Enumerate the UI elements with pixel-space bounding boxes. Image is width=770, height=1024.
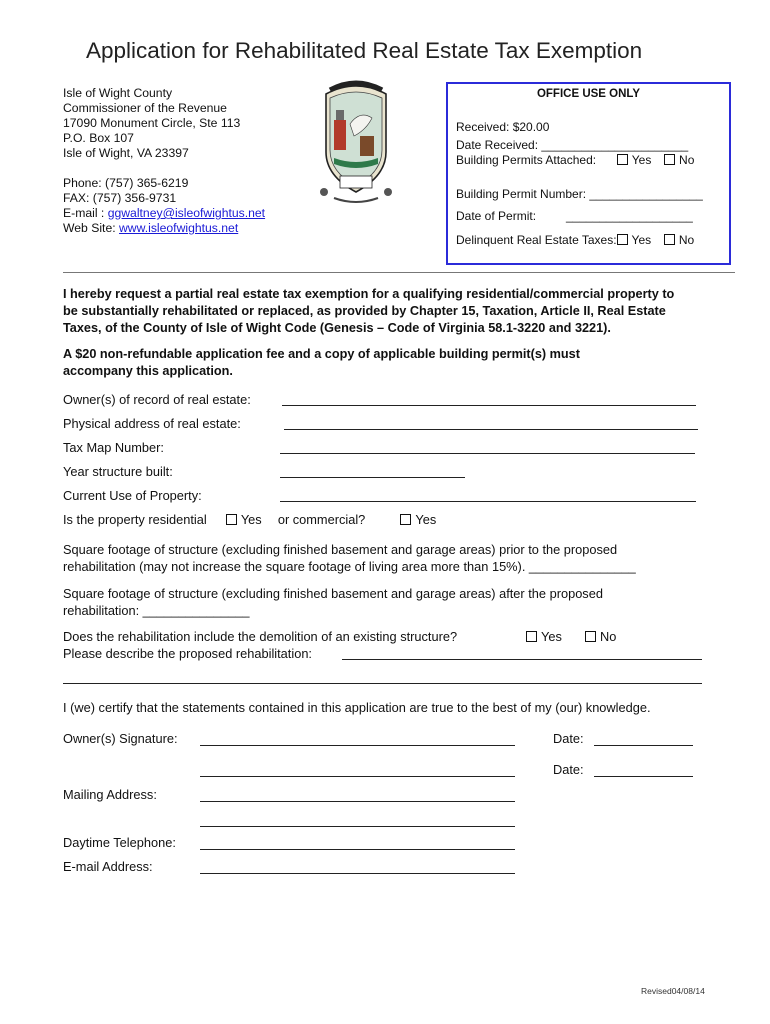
residential-yes-label: Yes — [240, 512, 262, 527]
demolition-no-checkbox[interactable] — [585, 631, 596, 642]
permits-yes-checkbox[interactable] — [617, 154, 628, 165]
email-line — [63, 206, 265, 221]
email-link[interactable]: ggwaltney@isleofwightus.net — [107, 206, 266, 220]
request-statement — [63, 286, 674, 337]
page-title: Application for Rehabilitated Real Estate Tax Exemption — [86, 38, 643, 63]
delinquent-yes-checkbox[interactable] — [617, 234, 628, 245]
sqft-prior-line-1: Square footage of structure (excluding finished basement and garage areas) prior to the proposed — [63, 542, 618, 557]
office-use-header: OFFICE USE ONLY — [536, 88, 641, 100]
revision-date: Revised04/08/14 — [641, 986, 705, 996]
describe-label: Please describe the proposed rehabilitation: — [63, 646, 312, 661]
owners-label: Owner(s) of record of real estate: — [63, 392, 251, 407]
date-of-permit-field[interactable]: ___________________ — [566, 209, 693, 223]
request-line-2: be substantially rehabilitated or replaced, as provided by Chapter 15, Taxation, Article II, Real Estate — [63, 304, 666, 318]
website-line — [63, 221, 265, 236]
residential-question-row — [63, 512, 436, 527]
sqft-after-question — [63, 585, 603, 619]
owners-input-line[interactable] — [282, 405, 696, 406]
year-built-input-line[interactable] — [280, 477, 465, 478]
city-state-zip: Isle of Wight, VA 23397 — [63, 146, 189, 160]
permit-number-field[interactable]: Building Permit Number: _________________ — [456, 187, 703, 201]
owners-signature-label: Owner(s) Signature: — [63, 731, 178, 746]
po-box: P.O. Box 107 — [63, 131, 134, 145]
residential-question-label: Is the property residential — [63, 512, 207, 527]
permits-attached-label: Building Permits Attached: — [456, 153, 597, 167]
physical-address-input-line[interactable] — [284, 429, 698, 430]
request-line-3: Taxes, of the County of Isle of Wight Code (Genesis – Code of Virginia 58.1-3220 and 3221). — [63, 321, 611, 335]
permits-no-label: No — [679, 153, 695, 167]
website-link[interactable]: www.isleofwightus.net — [119, 221, 239, 235]
county-name: Isle of Wight County — [63, 86, 173, 100]
delinquent-no-checkbox[interactable] — [664, 234, 675, 245]
physical-address-label: Physical address of real estate: — [63, 416, 241, 431]
date-label-1: Date: — [553, 731, 584, 746]
received-fee: Received: $20.00 — [456, 120, 550, 134]
delinquent-yes-label: Yes — [631, 233, 652, 247]
date-input-line-1[interactable] — [594, 745, 693, 746]
tax-map-input-line[interactable] — [280, 453, 695, 454]
phone-number: Phone: (757) 365-6219 — [63, 176, 189, 190]
fee-line-1: A $20 non-refundable application fee and a copy of applicable building permit(s) must — [63, 347, 580, 361]
sqft-prior-question — [63, 541, 636, 575]
describe-input-line-1[interactable] — [342, 659, 702, 660]
commercial-yes-label: Yes — [415, 512, 437, 527]
office-use-box — [446, 82, 731, 265]
mailing-address-line-1[interactable] — [200, 801, 515, 802]
permits-yes-label: Yes — [631, 153, 652, 167]
demolition-yes-checkbox[interactable] — [526, 631, 537, 642]
daytime-telephone-line[interactable] — [200, 849, 515, 850]
delinquent-taxes-row — [456, 233, 694, 247]
permits-attached-row — [456, 153, 694, 167]
commercial-question-label: or commercial? — [277, 512, 366, 527]
daytime-telephone-label: Daytime Telephone: — [63, 835, 176, 850]
date-of-permit-label: Date of Permit: — [456, 209, 537, 223]
sqft-after-line-2[interactable]: rehabilitation: _______________ — [63, 603, 250, 618]
sqft-prior-line-2[interactable]: rehabilitation (may not increase the square footage of living area more than 15%). _______________ — [63, 559, 636, 574]
demolition-yes-label: Yes — [541, 629, 562, 644]
street-address: 17090 Monument Circle, Ste 113 — [63, 116, 241, 130]
office-address-block — [63, 86, 265, 236]
email-address-line[interactable] — [200, 873, 515, 874]
section-divider — [63, 272, 735, 273]
demolition-question-label: Does the rehabilitation include the demolition of an existing structure? — [63, 629, 458, 644]
residential-yes-checkbox[interactable] — [226, 514, 237, 525]
website-label: Web Site: — [63, 221, 119, 235]
owners-signature-line-1[interactable] — [200, 745, 515, 746]
fee-line-2: accompany this application. — [63, 364, 233, 378]
tax-map-label: Tax Map Number: — [63, 440, 164, 455]
delinquent-no-label: No — [678, 233, 695, 247]
year-built-label: Year structure built: — [63, 464, 173, 479]
department-name: Commissioner of the Revenue — [63, 101, 227, 115]
date-received-field[interactable]: Date Received: ______________________ — [456, 138, 689, 152]
delinquent-taxes-label: Delinquent Real Estate Taxes: — [456, 233, 617, 247]
demolition-no-label: No — [600, 629, 617, 644]
date-input-line-2[interactable] — [594, 776, 693, 777]
date-label-2: Date: — [553, 762, 584, 777]
permits-no-checkbox[interactable] — [664, 154, 675, 165]
demolition-options — [526, 629, 616, 644]
request-line-1: I hereby request a partial real estate tax exemption for a qualifying residential/commercial property to — [63, 287, 675, 301]
commercial-yes-checkbox[interactable] — [400, 514, 411, 525]
describe-input-line-2[interactable] — [63, 683, 702, 684]
current-use-input-line[interactable] — [280, 501, 696, 502]
fee-notice — [63, 346, 580, 380]
owners-signature-line-2[interactable] — [200, 776, 515, 777]
mailing-address-line-2[interactable] — [200, 826, 515, 827]
email-label: E-mail : — [63, 206, 108, 220]
mailing-address-label: Mailing Address: — [63, 787, 157, 802]
sqft-after-line-1: Square footage of structure (excluding finished basement and garage areas) after the proposed — [63, 586, 603, 601]
county-seal-logo — [320, 80, 392, 205]
current-use-label: Current Use of Property: — [63, 488, 202, 503]
certification-statement: I (we) certify that the statements contained in this application are true to the best of my (our) knowledge. — [63, 700, 651, 715]
fax-number: FAX: (757) 356-9731 — [63, 191, 177, 205]
email-address-label: E-mail Address: — [63, 859, 153, 874]
